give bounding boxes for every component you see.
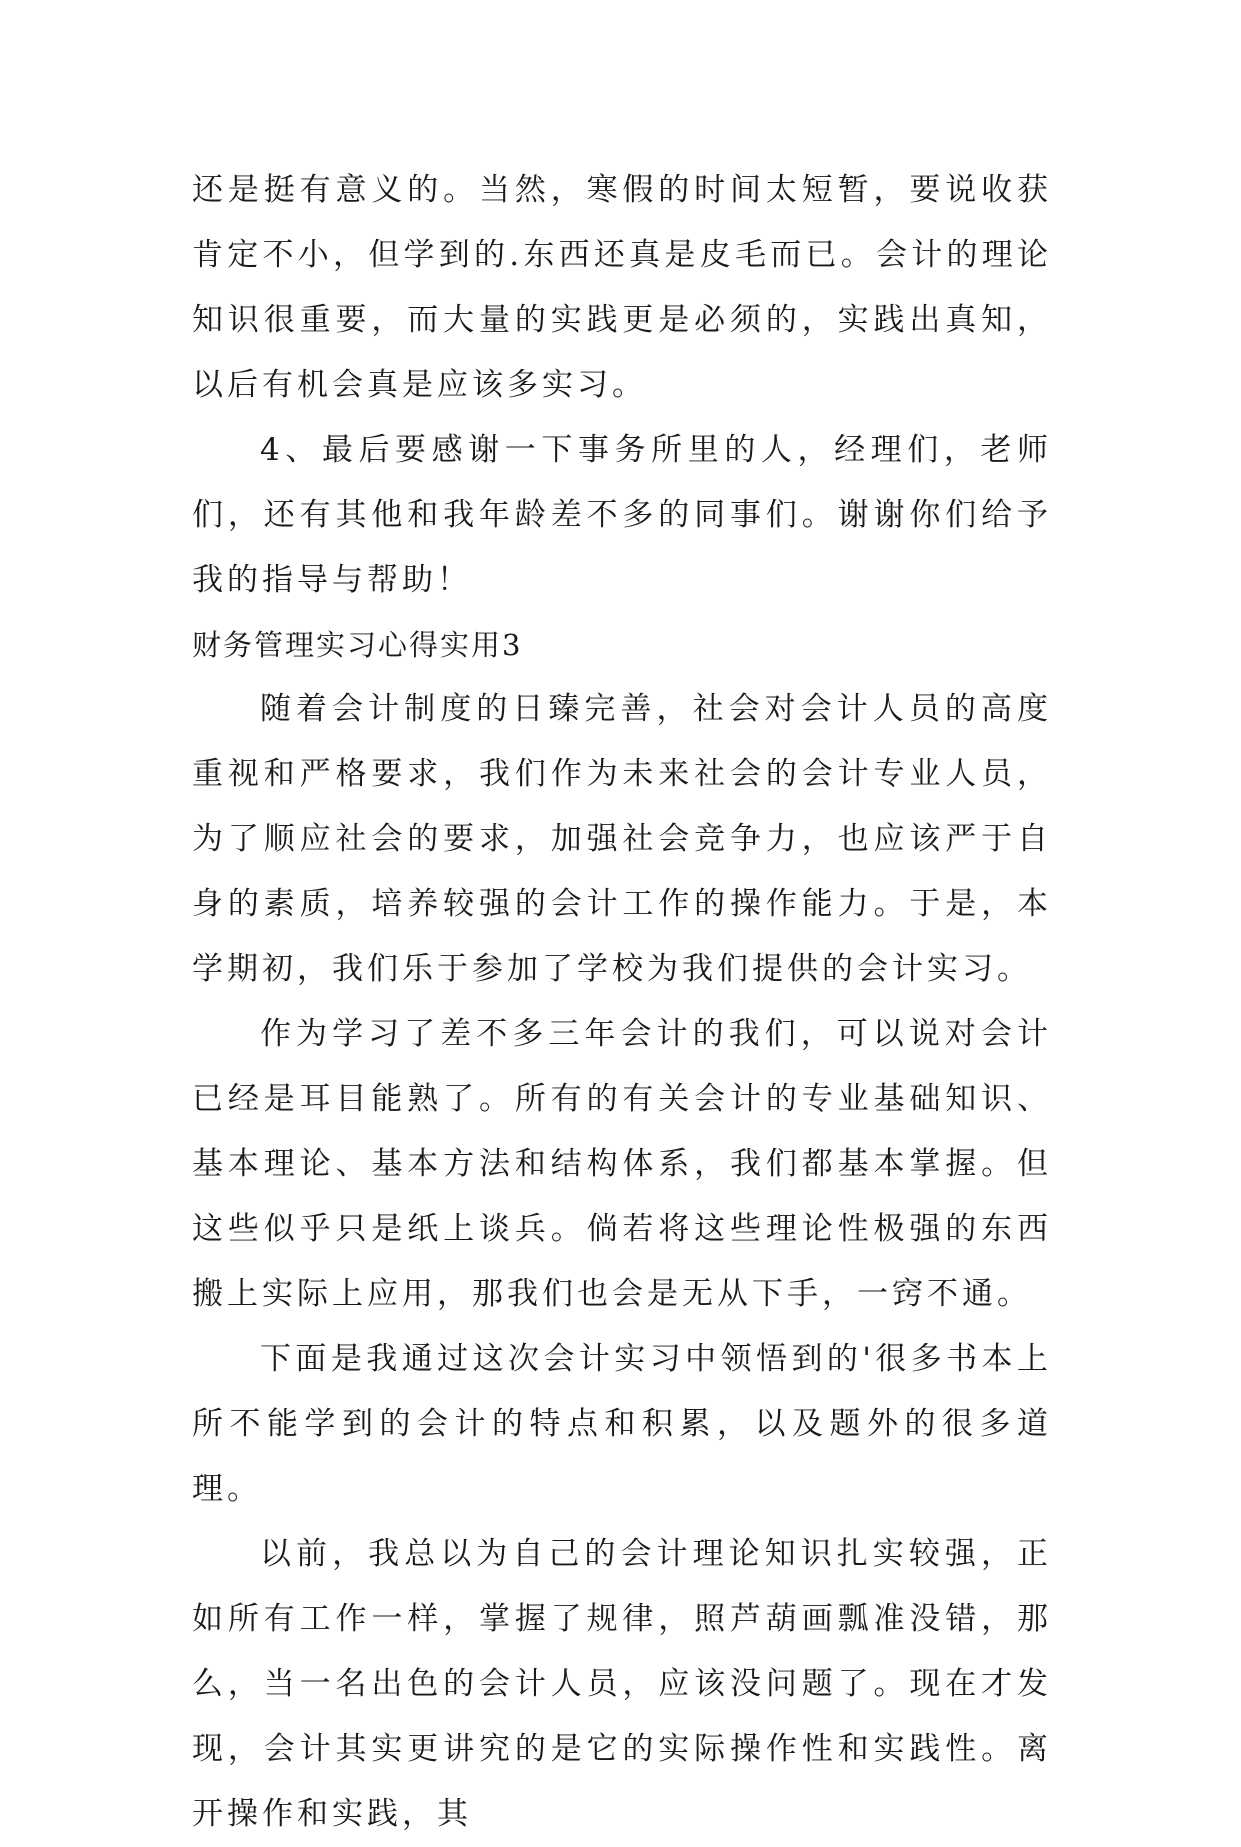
- paragraph-4: 作为学习了差不多三年会计的我们，可以说对会计已经是耳目能熟了。所有的有关会计的专业基础知识、基本理论、基本方法和结构体系，我们都基本掌握。但这些似乎只是纸上谈兵。倘若将这些理论性极强的东西搬上实际上应用，那我们也会是无从下手，一窍不通。: [192, 1016, 1052, 1312]
- paragraph-5: 下面是我通过这次会计实习中领悟到的'很多书本上所不能学到的会计的特点和积累，以及题外的很多道理。: [192, 1341, 1052, 1507]
- section-heading: 财务管理实习心得实用3: [192, 628, 523, 662]
- paragraph-6: 以前，我总以为自己的会计理论知识扎实较强，正如所有工作一样，掌握了规律，照芦葫画瓢准没错，那么，当一名出色的会计人员，应该没问题了。现在才发现，会计其实更讲究的是它的实际操作性和实践性。离开操作和实践，其: [192, 1536, 1052, 1832]
- paragraph-1: 还是挺有意义的。当然，寒假的时间太短暂，要说收获肯定不小，但学到的.东西还真是皮毛而已。会计的理论知识很重要，而大量的实践更是必须的，实践出真知，以后有机会真是应该多实习。: [192, 172, 1052, 403]
- paragraph-3: 随着会计制度的日臻完善，社会对会计人员的高度重视和严格要求，我们作为未来社会的会计专业人员，为了顺应社会的要求，加强社会竞争力，也应该严于自身的素质，培养较强的会计工作的操作能力。于是，本学期初，我们乐于参加了学校为我们提供的会计实习。: [192, 691, 1052, 987]
- paragraph-2: 4、最后要感谢一下事务所里的人，经理们，老师们，还有其他和我年龄差不多的同事们。谢谢你们给予我的指导与帮助！: [192, 432, 1052, 598]
- document-body: [192, 158, 1052, 1847]
